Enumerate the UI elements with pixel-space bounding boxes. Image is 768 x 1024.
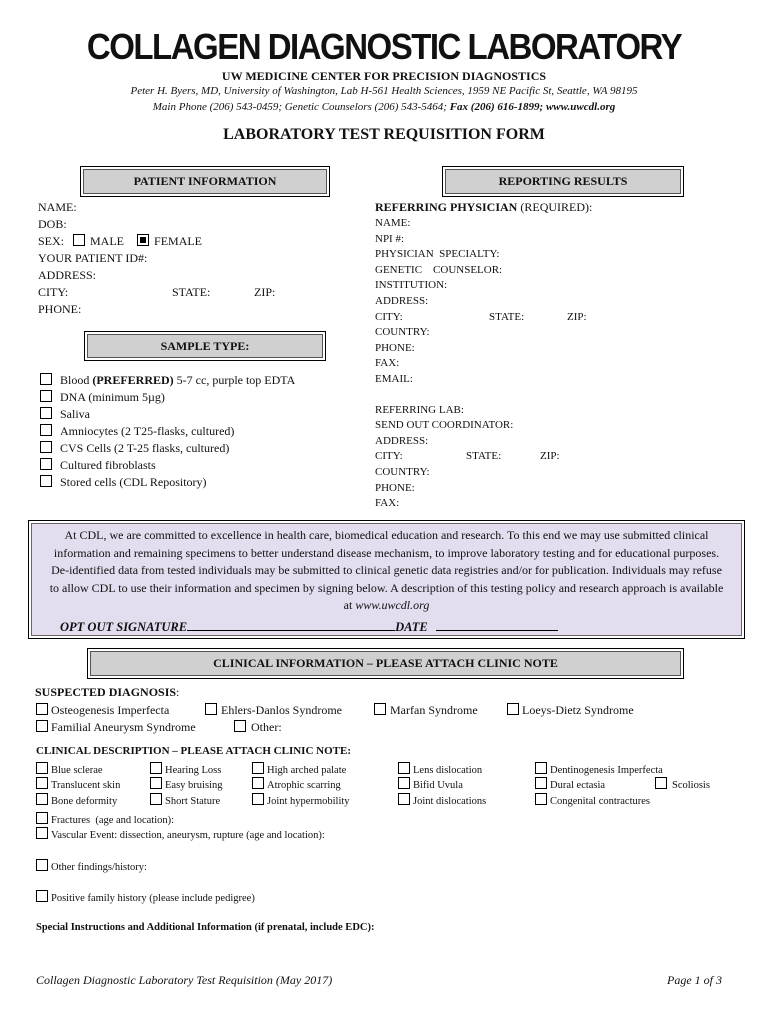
diagnosis-eds (205, 702, 342, 719)
page-number: Page 1 of 3 (667, 973, 722, 987)
feature-checkbox[interactable] (36, 793, 48, 805)
sample-checkbox[interactable] (40, 424, 52, 436)
feature-item (36, 793, 117, 807)
sample-type-list (40, 372, 295, 491)
ref-name: NAME: (375, 217, 411, 229)
feature-label: Lens dislocation (413, 765, 483, 776)
feature-item (655, 777, 710, 791)
feature-label: Short Stature (165, 796, 221, 807)
family-history-item (36, 890, 255, 904)
opt-out-url[interactable]: www.uwcdl.org (355, 598, 430, 612)
diagnosis-marfan (374, 702, 478, 719)
other-findings-checkbox[interactable] (36, 859, 48, 871)
feature-label: Bone deformity (51, 796, 118, 807)
patient-city: CITY: (38, 285, 69, 299)
feature-label: Translucent skin (51, 780, 121, 791)
feature-item (252, 762, 346, 776)
feature-item (252, 777, 341, 791)
feature-item (36, 777, 120, 791)
feature-label: Joint dislocations (413, 796, 487, 807)
fax-website: Fax (206) 616-1899; www.uwcdl.org (449, 101, 616, 113)
blood-preferred: (PREFERRED) (92, 373, 174, 387)
sample-type-heading: SAMPLE TYPE: (84, 331, 326, 361)
diagnosis-other (234, 719, 282, 736)
diagnosis-checkbox[interactable] (205, 703, 217, 715)
patient-phone: PHONE: (38, 302, 82, 316)
feature-checkbox[interactable] (655, 777, 667, 789)
sample-label: Saliva (60, 407, 90, 421)
blood-checkbox[interactable] (40, 373, 52, 385)
clinical-info-heading: CLINICAL INFORMATION – PLEASE ATTACH CLINIC NOTE (87, 648, 684, 679)
diagnosis-label: Marfan Syndrome (390, 703, 478, 717)
blood-label: Blood (60, 373, 90, 387)
feature-checkbox[interactable] (252, 762, 264, 774)
diagnosis-label: Loeys-Dietz Syndrome (522, 703, 634, 717)
feature-item (36, 762, 103, 776)
feature-item (535, 777, 605, 791)
feature-label: Atrophic scarring (267, 780, 341, 791)
female-label: FEMALE (154, 234, 203, 248)
ref-email: EMAIL: (375, 372, 413, 385)
sample-checkbox[interactable] (40, 407, 52, 419)
diagnosis-checkbox[interactable] (36, 720, 48, 732)
feature-checkbox[interactable] (252, 777, 264, 789)
feature-checkbox[interactable] (398, 793, 410, 805)
feature-label: Congenital contractures (550, 796, 651, 807)
vascular-item (36, 827, 325, 841)
suspected-colon: : (176, 685, 180, 699)
ref-city: CITY: (375, 310, 403, 323)
patient-city-row (38, 284, 338, 301)
sample-item (40, 457, 295, 474)
feature-item (252, 793, 350, 807)
lab-fax: FAX: (375, 497, 400, 510)
feature-label: Hearing Loss (165, 765, 222, 776)
ref-specialty: PHYSICIAN SPECIALTY: (375, 248, 500, 261)
ref-address: ADDRESS: (375, 294, 429, 307)
sample-item (40, 423, 295, 440)
patient-info-heading: PATIENT INFORMATION (80, 166, 330, 197)
feature-label: Blue sclerae (51, 765, 103, 776)
lab-country: COUNTRY: (375, 465, 430, 478)
opt-out-signature-label: OPT OUT SIGNATURE (60, 620, 188, 634)
diagnosis-checkbox[interactable] (507, 703, 519, 715)
feature-checkbox[interactable] (398, 777, 410, 789)
opt-out-text (29, 521, 744, 615)
diagnosis-label: Other: (251, 720, 282, 734)
feature-checkbox[interactable] (535, 762, 547, 774)
phone-numbers: Main Phone (206) 543-0459; Genetic Counselors (206) 543-5464; (152, 101, 447, 113)
referring-lab: REFERRING LAB: (375, 403, 464, 416)
signature-line[interactable] (187, 619, 395, 631)
sample-label: DNA (minimum 5µg) (60, 390, 165, 404)
fractures-item (36, 812, 174, 826)
diagnosis-label: Ehlers-Danlos Syndrome (221, 703, 342, 717)
sample-label: Amniocytes (2 T25-flasks, cultured) (60, 424, 235, 438)
feature-checkbox[interactable] (150, 793, 162, 805)
patient-sex (38, 233, 338, 250)
spacer (375, 388, 715, 403)
opt-out-date-label: DATE (395, 620, 428, 634)
ref-zip: ZIP: (567, 310, 587, 323)
diagnosis-oi (36, 702, 169, 719)
feature-checkbox[interactable] (36, 762, 48, 774)
feature-checkbox[interactable] (150, 777, 162, 789)
sample-item (40, 474, 295, 491)
sample-item (40, 389, 295, 406)
sample-checkbox[interactable] (40, 475, 52, 487)
lab-state: STATE: (466, 450, 502, 463)
ref-npi: NPI #: (375, 232, 405, 245)
sample-item (40, 406, 295, 423)
suspected-diagnosis (35, 684, 179, 701)
diagnosis-checkbox[interactable] (36, 703, 48, 715)
feature-label: Scoliosis (672, 780, 710, 791)
opt-out-policy: At CDL, we are committed to excellence in health care, biomedical education and research. To this end we may use submitted clinical information and remaining specimens to better understand disease mechanism, to improve laboratory testing and for educational purposes. De-identified data from tested individuals may be submitted to clinical genetic data registries and/or for publication. Individuals may refuse to allow CDL to use their information and specimen by signing below. A description of this testing policy and research approach is available at (49, 528, 724, 612)
sample-label: Cultured fibroblasts (60, 458, 156, 472)
reporting-results-heading: REPORTING RESULTS (442, 166, 684, 197)
ref-fax: FAX: (375, 357, 400, 370)
diagnosis-lds (507, 702, 634, 719)
feature-item (398, 762, 482, 776)
feature-item (150, 762, 221, 776)
female-checkbox[interactable] (137, 234, 149, 246)
referring-physician (375, 199, 715, 216)
patient-state: STATE: (172, 285, 211, 299)
diagnosis-label: Familial Aneurysm Syndrome (51, 720, 196, 734)
feature-item (150, 793, 220, 807)
send-out-coordinator: SEND OUT COORDINATOR: (375, 419, 514, 432)
sample-checkbox[interactable] (40, 441, 52, 453)
patient-info-fields (38, 199, 338, 318)
diagnosis-label: Osteogenesis Imperfecta (51, 703, 170, 717)
ref-institution: INSTITUTION: (375, 279, 448, 292)
sample-label: Stored cells (CDL Repository) (60, 475, 207, 489)
lab-phones (0, 101, 768, 113)
feature-checkbox[interactable] (535, 777, 547, 789)
feature-item (398, 793, 486, 807)
lab-address: Peter H. Byers, MD, University of Washington, Lab H-561 Health Sciences, 1959 NE Pacific St, Seattle, WA 98195 (130, 85, 638, 97)
male-label: MALE (90, 234, 125, 248)
fractures-checkbox[interactable] (36, 812, 48, 824)
ref-phys-label: REFERRING PHYSICIAN (375, 200, 518, 214)
other-findings-label: Other findings/history: (51, 862, 147, 873)
sample-item (40, 440, 295, 457)
clinical-description-heading: CLINICAL DESCRIPTION – PLEASE ATTACH CLINIC NOTE: (36, 745, 351, 757)
lab-city: CITY: (375, 450, 403, 463)
form-title: LABORATORY TEST REQUISITION FORM (223, 126, 545, 143)
vascular-label: Vascular Event: dissection, aneurysm, rupture (age and location): (51, 830, 325, 841)
feature-checkbox[interactable] (36, 777, 48, 789)
patient-zip: ZIP: (254, 285, 276, 299)
male-checkbox[interactable] (73, 234, 85, 246)
feature-label: High arched palate (267, 765, 347, 776)
footer-title: Collagen Diagnostic Laboratory Test Requisition (May 2017) (36, 973, 333, 987)
feature-checkbox[interactable] (252, 793, 264, 805)
lab-zip: ZIP: (540, 450, 560, 463)
feature-label: Bifid Uvula (413, 780, 463, 791)
diagnosis-checkbox[interactable] (234, 720, 246, 732)
ref-country: COUNTRY: (375, 326, 430, 339)
suspected-label: SUSPECTED DIAGNOSIS (35, 685, 177, 699)
reporting-fields (375, 199, 715, 512)
feature-label: Joint hypermobility (267, 796, 350, 807)
feature-item (535, 793, 650, 807)
diagnosis-checkbox[interactable] (374, 703, 386, 715)
other-findings-item (36, 859, 147, 873)
feature-checkbox[interactable] (535, 793, 547, 805)
family-history-checkbox[interactable] (36, 890, 48, 902)
feature-checkbox[interactable] (398, 762, 410, 774)
required-label: (REQUIRED): (520, 200, 593, 214)
sample-checkbox[interactable] (40, 458, 52, 470)
center-name: UW MEDICINE CENTER FOR PRECISION DIAGNOSTICS (221, 69, 547, 83)
feature-item (150, 777, 222, 791)
lab-phone: PHONE: (375, 481, 415, 494)
feature-label: Dural ectasia (550, 780, 606, 791)
feature-item (398, 777, 463, 791)
patient-dob: DOB: (38, 217, 67, 231)
lab-city-row (375, 449, 715, 465)
ref-counselor: GENETIC COUNSELOR: (375, 263, 503, 276)
ref-city-row (375, 310, 715, 326)
blood-details: 5-7 cc, purple top EDTA (176, 373, 296, 387)
sample-blood (40, 372, 295, 389)
special-instructions: Special Instructions and Additional Information (if prenatal, include EDC): (36, 922, 375, 933)
feature-checkbox[interactable] (150, 762, 162, 774)
patient-address: ADDRESS: (38, 268, 97, 282)
feature-label: Easy bruising (165, 780, 223, 791)
fractures-label: Fractures (age and location): (51, 815, 175, 826)
sample-checkbox[interactable] (40, 390, 52, 402)
family-history-label: Positive family history (please include pedigree) (51, 893, 255, 904)
vascular-checkbox[interactable] (36, 827, 48, 839)
lab-name: COLLAGEN DIAGNOSTIC LABORATORY (86, 26, 682, 67)
sample-label: CVS Cells (2 T-25 flasks, cultured) (60, 441, 230, 455)
date-line[interactable] (436, 619, 558, 631)
lab-address-field: ADDRESS: (375, 434, 429, 447)
feature-label: Dentinogenesis Imperfecta (550, 765, 663, 776)
ref-state: STATE: (489, 310, 525, 323)
patient-name: NAME: (38, 200, 77, 214)
sex-label: SEX: (38, 234, 65, 248)
patient-id: YOUR PATIENT ID#: (38, 251, 148, 265)
opt-out-signature-row (60, 619, 558, 635)
feature-item (535, 762, 663, 776)
diagnosis-faa (36, 719, 196, 736)
ref-phone: PHONE: (375, 341, 415, 354)
